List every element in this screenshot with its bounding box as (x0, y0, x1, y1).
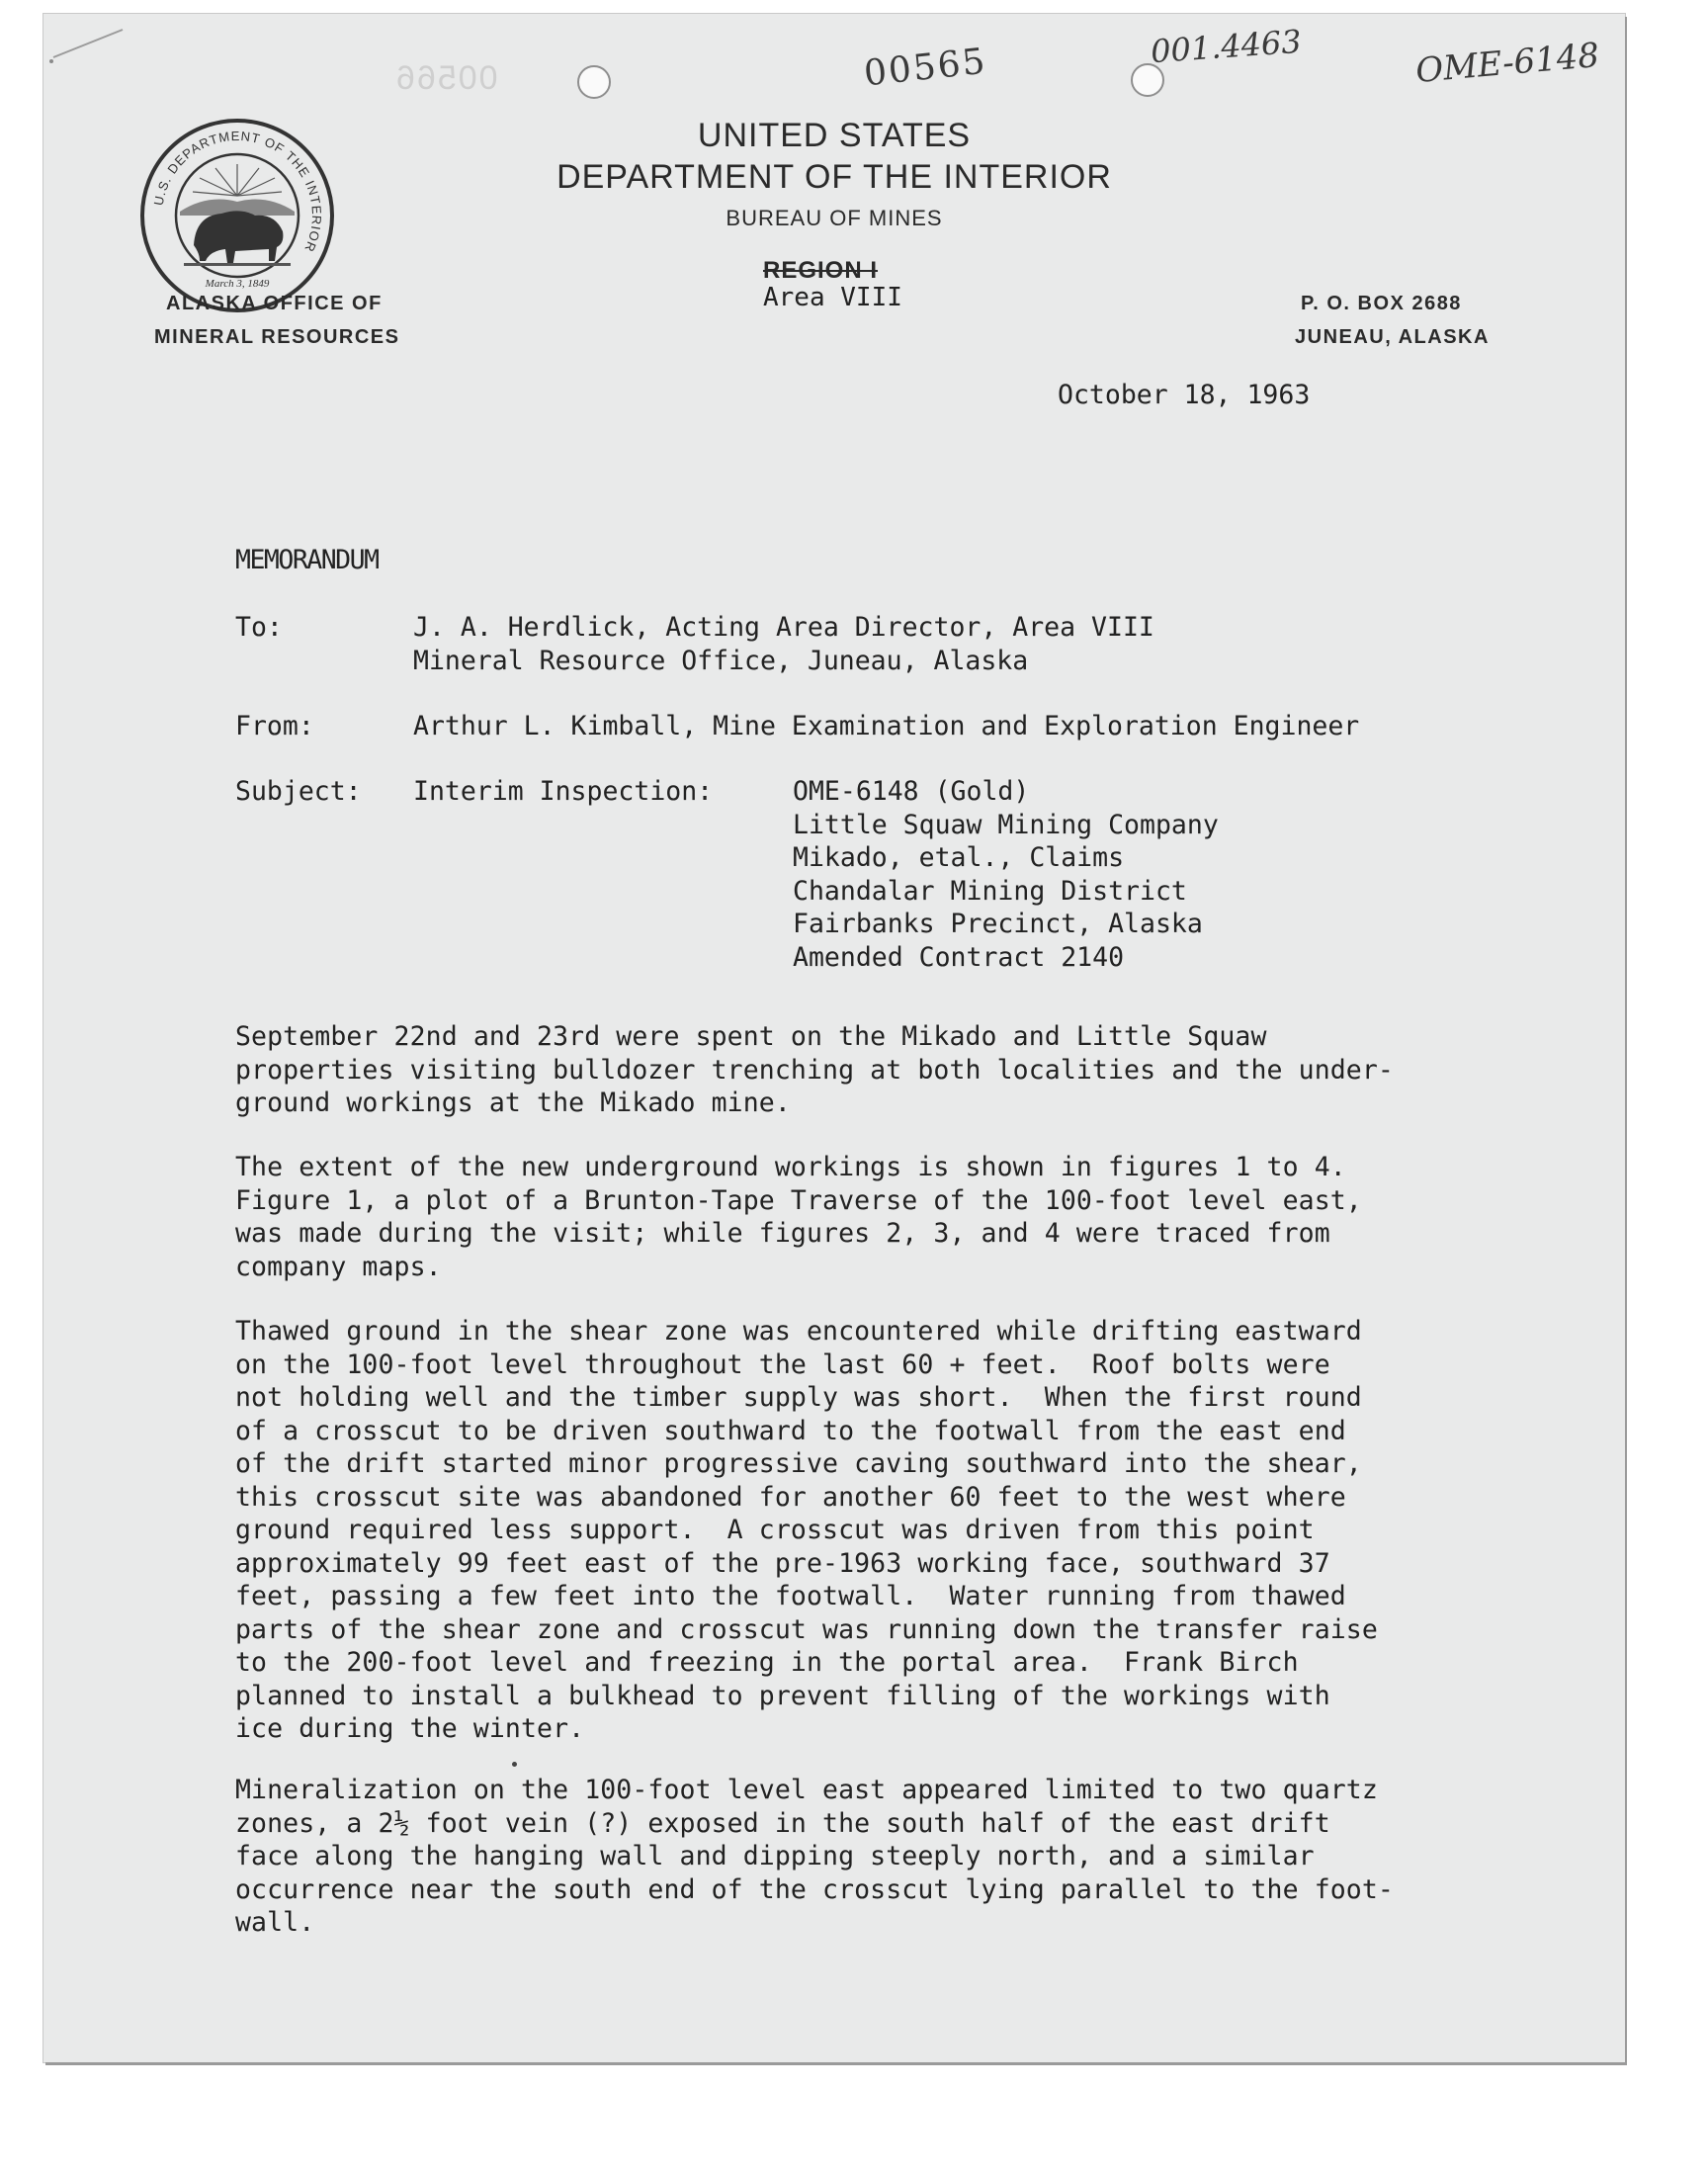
from-value: Arthur L. Kimball, Mine Examination and Exploration Engineer (413, 711, 1360, 741)
letterhead-line-bureau: BUREAU OF MINES (726, 206, 943, 230)
file-number: 001.4463 (1149, 22, 1303, 71)
body-line: Mineralization on the 100-foot level east appeared limited to two quartz (235, 1775, 1378, 1805)
letterhead-line-united-states: UNITED STATES (697, 117, 972, 154)
body-line: September 22nd and 23rd were spent on the Mikado and Little Squaw (235, 1021, 1267, 1052)
body-line: The extent of the new underground workings is shown in figures 1 to 4. (235, 1152, 1346, 1182)
insertion-mark (512, 1762, 517, 1767)
body-line: was made during the visit; while figures 2, 3, and 4 were traced from (235, 1218, 1330, 1249)
from-label: From: (235, 711, 314, 741)
body-line: ground workings at the Mikado mine. (235, 1088, 791, 1118)
body-line: on the 100-foot level throughout the last 60 + feet. Roof bolts were (235, 1348, 1330, 1380)
to-line-1: J. A. Herdlick, Acting Area Director, Area VIII (413, 612, 1154, 643)
document-page (43, 14, 1625, 2062)
body-line: to the 200-foot level and freezing in the portal area. Frank Birch (235, 1647, 1299, 1678)
subject-line: Fairbanks Precinct, Alaska (793, 909, 1203, 939)
stamp-number: 00565 (862, 41, 989, 95)
punch-hole-left (577, 65, 611, 99)
body-line: wall. (235, 1907, 315, 1938)
seal-text: U.S. DEPARTMENT OF THE INTERIOR (150, 128, 325, 255)
to-label: To: (235, 612, 283, 643)
subject-type: Interim Inspection: (413, 776, 714, 807)
body-line: parts of the shear zone and crosscut was running down the transfer raise (235, 1613, 1378, 1645)
body-line: approximately 99 feet east of the pre-1963 working face, southward 37 (235, 1547, 1330, 1579)
subject-label: Subject: (235, 776, 362, 807)
body-line: not holding well and the timber supply was short. When the first round (235, 1382, 1362, 1413)
body-line: ground required less support. A crosscut was driven from this point (235, 1515, 1315, 1545)
body-line: this crosscut site was abandoned for another 60 feet to the west where (235, 1481, 1346, 1513)
body-line: zones, a 2½ foot vein (?) exposed in the south half of the east drift (235, 1807, 1330, 1839)
ome-number: OME-6148 (1413, 35, 1601, 92)
letterhead-region-struck: REGION I (763, 257, 879, 284)
memo-date: October 18, 1963 (1058, 380, 1311, 410)
body-line: ice during the winter. (235, 1713, 585, 1744)
body-line: face along the hanging wall and dipping steeply north, and a similar (235, 1841, 1315, 1871)
faded-stamp-number: 00566 (394, 59, 498, 97)
body-line: properties visiting bulldozer trenching at both localities and the under- (235, 1054, 1394, 1086)
letterhead-area: Area VIII (763, 283, 902, 312)
body-line: of the drift started minor progressive caving southward into the shear, (235, 1448, 1362, 1479)
paragraph-4 (235, 1774, 1394, 1940)
subject-line: Little Squaw Mining Company (793, 809, 1219, 840)
seal-date: March 3, 1849 (205, 278, 270, 290)
subject-line: Amended Contract 2140 (793, 941, 1125, 973)
body-line: Thawed ground in the shear zone was encountered while drifting eastward (235, 1316, 1362, 1347)
paragraph-1 (235, 1020, 1394, 1120)
letterhead-left-office: ALASKA OFFICE OF (166, 293, 383, 314)
body-line: occurrence near the south end of the crosscut lying parallel to the foot- (235, 1873, 1394, 1905)
subject-lines (793, 775, 1219, 974)
letterhead-left-resources: MINERAL RESOURCES (154, 326, 400, 348)
letterhead-right-city: JUNEAU, ALASKA (1295, 326, 1490, 348)
body-line: Figure 1, a plot of a Brunton-Tape Traverse of the 100-foot level east, (235, 1184, 1362, 1216)
subject-line: Mikado, etal., Claims (793, 842, 1125, 873)
subject-line: Chandalar Mining District (793, 875, 1187, 907)
body-line: planned to install a bulkhead to prevent filling of the workings with (235, 1680, 1330, 1711)
body-line: feet, passing a few feet into the footwall. Water running from thawed (235, 1581, 1346, 1611)
letterhead-line-department: DEPARTMENT OF THE INTERIOR (556, 158, 1112, 196)
memo-heading: MEMORANDUM (235, 545, 379, 575)
body-line: company maps. (235, 1251, 442, 1282)
paragraph-3 (235, 1315, 1378, 1746)
subject-line: OME-6148 (Gold) (793, 776, 1030, 807)
body-line: of a crosscut to be driven southward to the footwall from the east end (235, 1415, 1346, 1446)
to-line-2: Mineral Resource Office, Juneau, Alaska (413, 646, 1029, 676)
pencil-mark (43, 20, 142, 69)
paragraph-2 (235, 1151, 1362, 1283)
letterhead-right-box: P. O. BOX 2688 (1301, 293, 1462, 314)
